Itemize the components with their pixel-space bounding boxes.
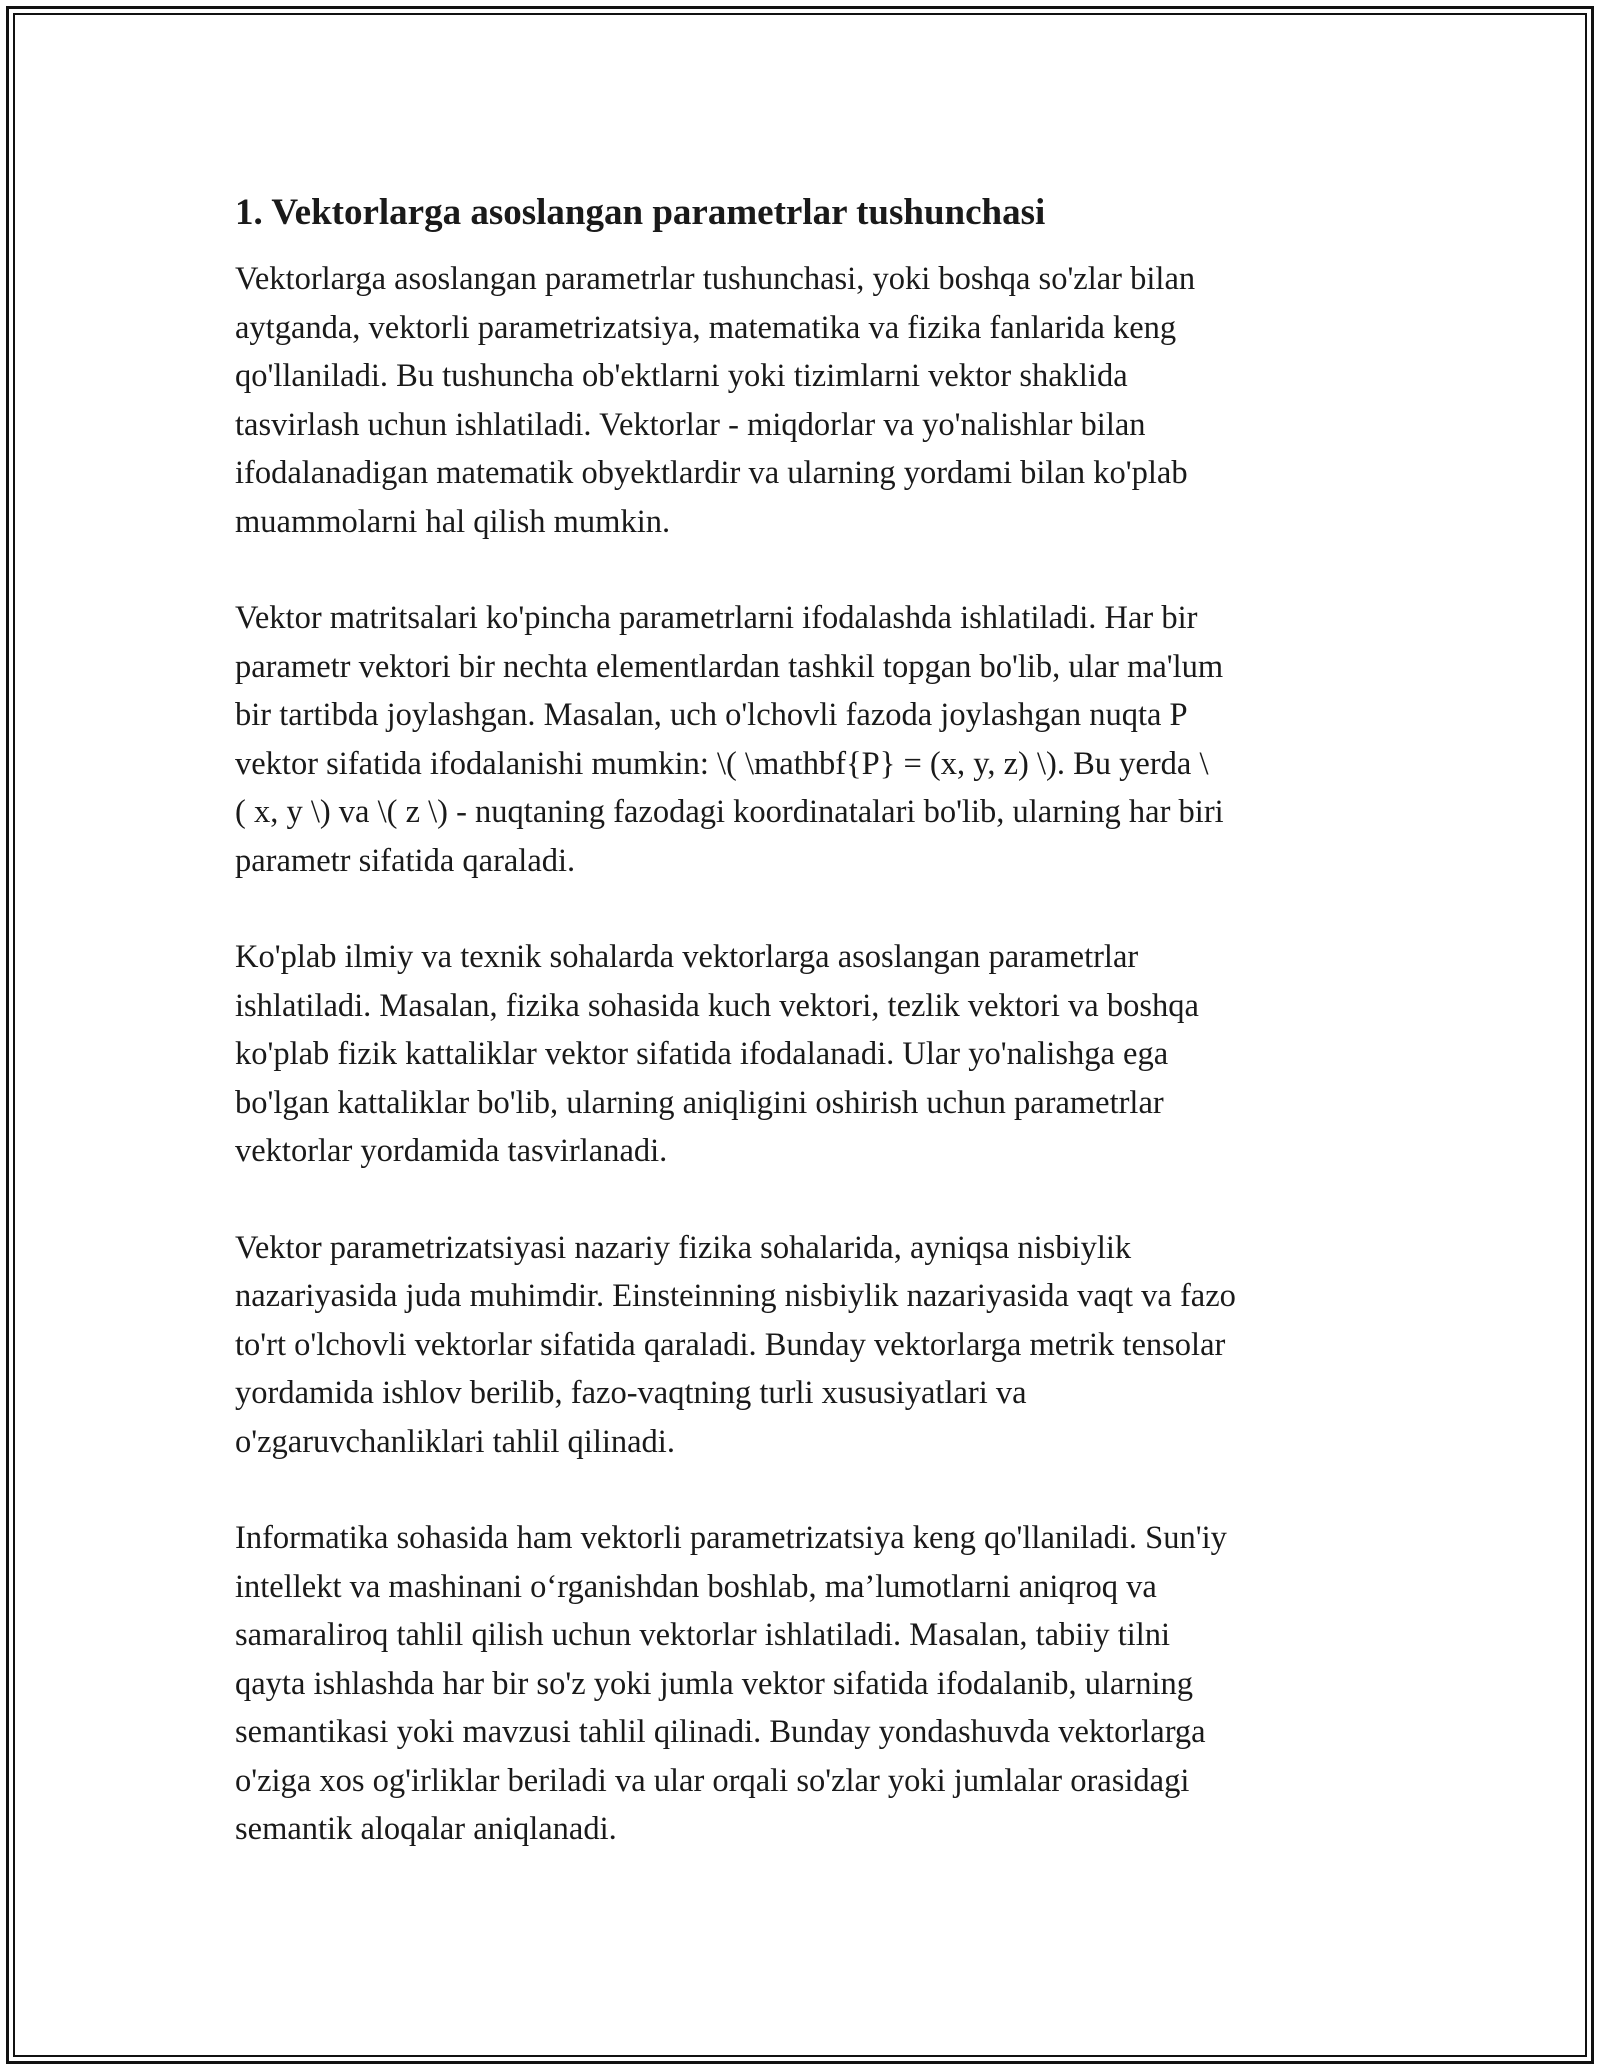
paragraph-3 xyxy=(235,933,1385,1176)
paragraph-line: yordamida ishlov berilib, fazo-vaqtning turli xususiyatlari va xyxy=(235,1375,1027,1411)
paragraph-line: vektorlar yordamida tasvirlanadi. xyxy=(235,1133,668,1169)
paragraph-line: muammolarni hal qilish mumkin. xyxy=(235,503,671,540)
paragraph-line: bo'lgan kattaliklar bo'lib, ularning aniqligini oshirish uchun parametrlar xyxy=(235,1084,1164,1121)
paragraph-line: Ko'plab ilmiy va texnik sohalarda vektorlarga asoslangan parametrlar xyxy=(235,939,1139,975)
paragraph-line: ifodalanadigan matematik obyektlardir va ularning yordami bilan ko'plab xyxy=(235,455,1188,491)
paragraph-line: Vektor parametrizatsiyasi nazariy fizika sohalarida, ayniqsa nisbiylik xyxy=(235,1229,1132,1266)
paragraph-line: parametr vektori bir nechta elementlardan tashkil topgan bo'lib, ular ma'lum xyxy=(235,648,1224,685)
paragraph-line: Vektor matritsalari ko'pincha parametrlarni ifodalashda ishlatiladi. Har bir xyxy=(235,600,1198,636)
paragraph-line: aytganda, vektorli parametrizatsiya, matematika va fizika fanlarida keng xyxy=(235,309,1177,346)
paragraph-line: semantik aloqalar aniqlanadi. xyxy=(235,1811,617,1847)
paragraph-line: qayta ishlashda har bir so'z yoki jumla vektor sifatida ifodalanib, ularning xyxy=(235,1665,1194,1702)
paragraph-line: tasvirlash uchun ishlatiladi. Vektorlar - miqdorlar va yo'nalishlar bilan xyxy=(235,406,1146,443)
paragraph-line: ko'plab fizik kattaliklar vektor sifatida ifodalanadi. Ular yo'nalishga ega xyxy=(235,1036,1169,1072)
paragraph-line: semantikasi yoki mavzusi tahlil qilinadi. Bunday yondashuvda vektorlarga xyxy=(235,1714,1206,1750)
paragraph-line: to'rt o'lchovli vektorlar sifatida qaraladi. Bunday vektorlarga metrik tensolar xyxy=(235,1326,1226,1363)
paragraph-line: o'zgaruvchanliklari tahlil qilinadi. xyxy=(235,1423,675,1460)
paragraph-line: Informatika sohasida ham vektorli parametrizatsiya keng qo'llaniladi. Sun'iy xyxy=(235,1520,1227,1556)
paragraph-5 xyxy=(235,1514,1385,1854)
paragraph-line: bir tartibda joylashgan. Masalan, uch o'lchovli fazoda joylashgan nuqta P xyxy=(235,697,1188,733)
paragraph-4 xyxy=(235,1224,1385,1467)
paragraph-line: samaraliroq tahlil qilish uchun vektorlar ishlatiladi. Masalan, tabiiy tilni xyxy=(235,1617,1171,1653)
paragraph-line: parametr sifatida qaraladi. xyxy=(235,842,576,879)
paragraph-line: ishlatiladi. Masalan, fizika sohasida kuch vektori, tezlik vektori va boshqa xyxy=(235,987,1199,1024)
paragraph-2 xyxy=(235,594,1385,885)
paragraph-line: o'ziga xos og'irliklar beriladi va ular orqali so'zlar yoki jumlalar orasidagi xyxy=(235,1762,1190,1799)
paragraph-line: nazariyasida juda muhimdir. Einsteinning nisbiylik nazariyasida vaqt va fazo xyxy=(235,1278,1236,1314)
paragraph-line: Vektorlarga asoslangan parametrlar tushunchasi, yoki boshqa so'zlar bilan xyxy=(235,261,1196,297)
paragraph-line: qo'llaniladi. Bu tushuncha ob'ektlarni yoki tizimlarni vektor shaklida xyxy=(235,358,1128,394)
paragraph-line: ( x, y \) va \( z \) - nuqtaning fazodagi koordinatalari bo'lib, ularning har biri xyxy=(235,794,1224,830)
document-body xyxy=(235,185,1385,1902)
paragraph-1 xyxy=(235,255,1385,546)
section-heading: 1. Vektorlarga asoslangan parametrlar tushunchasi xyxy=(235,192,1046,233)
paragraph-line: vektor sifatida ifodalanishi mumkin: \( \mathbf{P} = (x, y, z) \). Bu yerda \ xyxy=(235,745,1209,782)
paragraph-line: intellekt va mashinani o‘rganishdan boshlab, ma’lumotlarni aniqroq va xyxy=(235,1568,1157,1605)
